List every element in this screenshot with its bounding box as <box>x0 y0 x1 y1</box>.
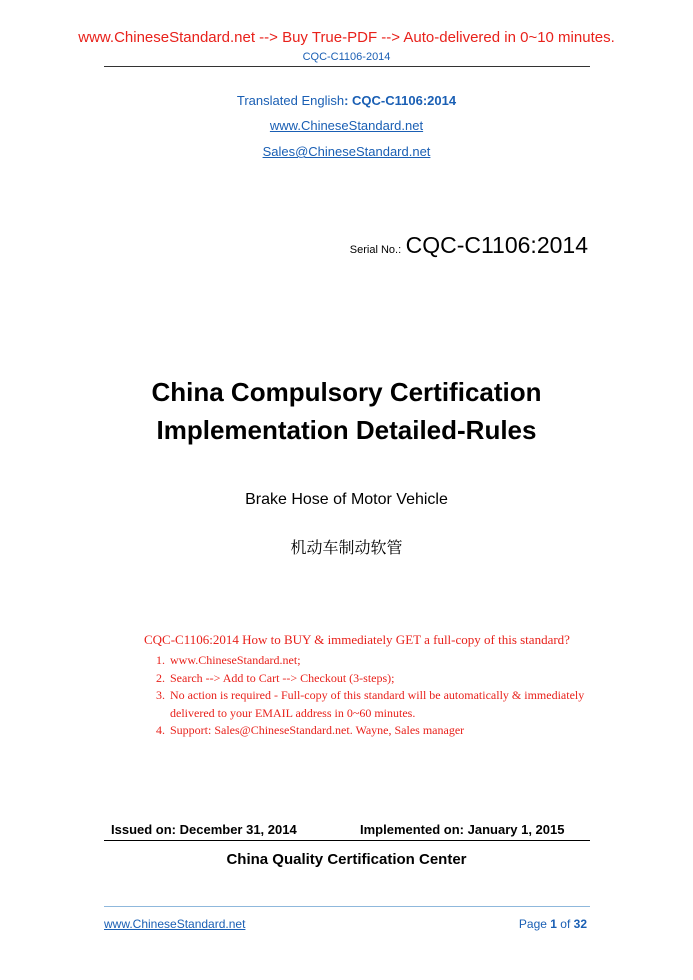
page-label: Page <box>518 917 551 931</box>
sales-email-link[interactable]: Sales@ChineseStandard.net <box>262 144 431 159</box>
translated-separator: : <box>344 93 353 108</box>
step-number: 1. <box>156 653 165 667</box>
dates-divider <box>104 840 590 841</box>
serial-label: Serial No.: <box>349 244 402 256</box>
implemented-date: Implemented on: January 1, 2015 <box>360 822 565 837</box>
page-of: of <box>556 917 574 931</box>
document-title-line2: Implementation Detailed-Rules <box>156 415 537 445</box>
translated-code: CQC-C1106:2014 <box>352 93 457 108</box>
website-link[interactable]: www.ChineseStandard.net <box>269 118 424 133</box>
step-text: Search --> Add to Cart --> Checkout (3-steps); <box>170 670 395 685</box>
purchase-instructions <box>144 632 624 740</box>
purchase-step <box>156 670 624 688</box>
document-title-line1: China Compulsory Certification <box>151 377 542 407</box>
page-current: 1 <box>550 917 557 931</box>
promo-banner[interactable]: www.ChineseStandard.net --> Buy True-PDF --> Auto-delivered in 0~10 minutes. <box>78 29 615 46</box>
step-text: www.ChineseStandard.net; <box>170 653 301 667</box>
translated-label: Translated English <box>236 93 345 108</box>
subtitle-english: Brake Hose of Motor Vehicle <box>245 491 448 508</box>
step-number: 2. <box>156 670 165 685</box>
purchase-step[interactable] <box>156 722 624 740</box>
purchase-instructions-title: CQC-C1106:2014 How to BUY & immediately GET a full-copy of this standard? <box>144 632 570 647</box>
subtitle-chinese: 机动车制动软管 <box>290 538 403 557</box>
footer-website-link[interactable]: www.ChineseStandard.net <box>104 917 246 931</box>
page-number <box>519 917 587 931</box>
step-number: 3. <box>156 688 165 702</box>
page-total: 32 <box>573 917 587 931</box>
serial-value: CQC-C1106:2014 <box>405 232 588 258</box>
issuing-organization: China Quality Certification Center <box>226 851 467 868</box>
purchase-step[interactable] <box>156 652 624 670</box>
serial-number <box>350 232 588 259</box>
issued-date: Issued on: December 31, 2014 <box>111 822 297 837</box>
purchase-steps-list <box>144 652 624 740</box>
step-text: Support: Sales@ChineseStandard.net. Wayne, Sales manager <box>170 723 465 737</box>
purchase-step <box>156 687 624 722</box>
header-standard-code: CQC-C1106-2014 <box>302 51 391 63</box>
footer-divider <box>104 906 590 907</box>
step-text: No action is required - Full-copy of this standard will be automatically & immediately delivered to your EMAIL address in 0~60 minutes. <box>170 688 585 720</box>
header-divider <box>104 66 590 67</box>
translated-english-line <box>0 93 693 108</box>
step-number: 4. <box>156 723 165 737</box>
